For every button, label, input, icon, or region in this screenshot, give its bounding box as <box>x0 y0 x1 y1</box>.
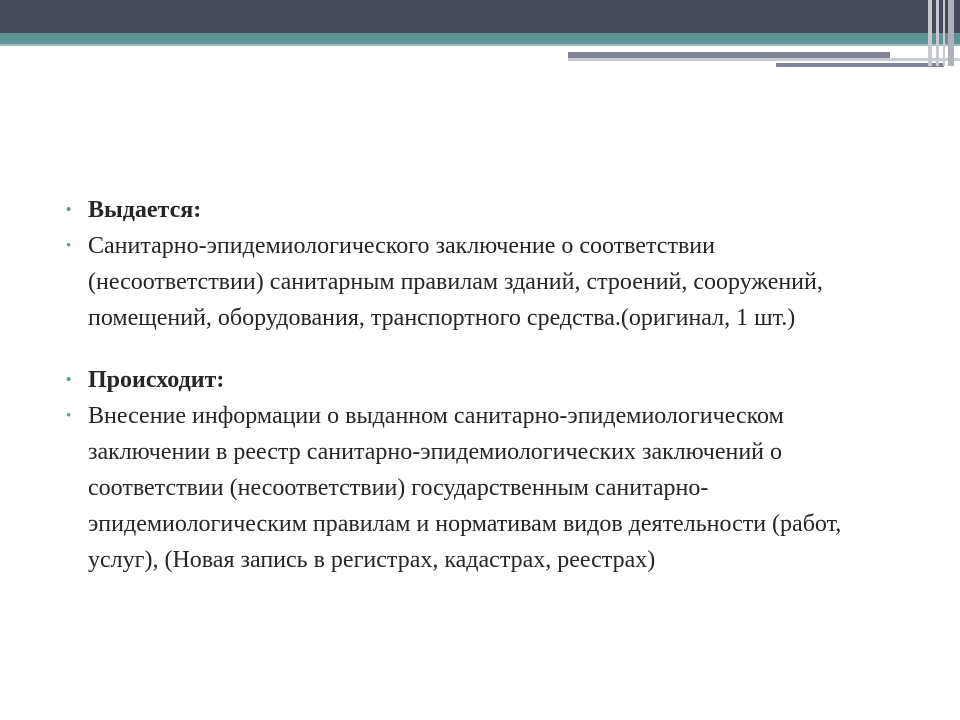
bullet-text: Выдается: <box>88 197 202 223</box>
bullet-text: Санитарно-эпидемиологического заключение о соответствии (несоответствии) санитарным правилам зданий, строений, сооружений, помещений, оборудования, транспортного средства.(оригинал, 1 шт.) <box>88 233 823 331</box>
bullet-text: Внесение информации о выданном санитарно-эпидемиологическом заключении в реестр санитарно-эпидемиологических заключений о соответствии (несоответствии) государственным санитарно-эпидемиологическим правилам и нормативам видов деятельности (работ, услуг), (Новая запись в регистрах, кадастрах, реестрах) <box>88 403 842 573</box>
bullet-icon: • <box>66 202 72 218</box>
decorative-vertical-stripe <box>936 0 939 66</box>
header-accent-band <box>0 33 960 44</box>
slide-body <box>66 192 896 578</box>
bullet-icon: • <box>66 408 72 424</box>
decorative-vertical-stripe <box>928 0 932 66</box>
bullet-heading-issued <box>66 192 896 228</box>
decorative-stripe <box>776 63 944 67</box>
bullet-text: Происходит: <box>88 367 225 393</box>
header-accent-line <box>0 44 960 46</box>
spacer <box>66 336 896 362</box>
header-bar <box>0 0 960 33</box>
bullet-icon: • <box>66 372 72 388</box>
bullet-icon: • <box>66 238 72 254</box>
bullet-item-conclusion <box>66 228 896 336</box>
bullet-heading-occurs <box>66 362 896 398</box>
decorative-stripe <box>568 58 960 61</box>
decorative-vertical-stripe <box>948 0 954 66</box>
bullet-item-registry <box>66 398 896 578</box>
decorative-vertical-stripe <box>943 0 945 66</box>
